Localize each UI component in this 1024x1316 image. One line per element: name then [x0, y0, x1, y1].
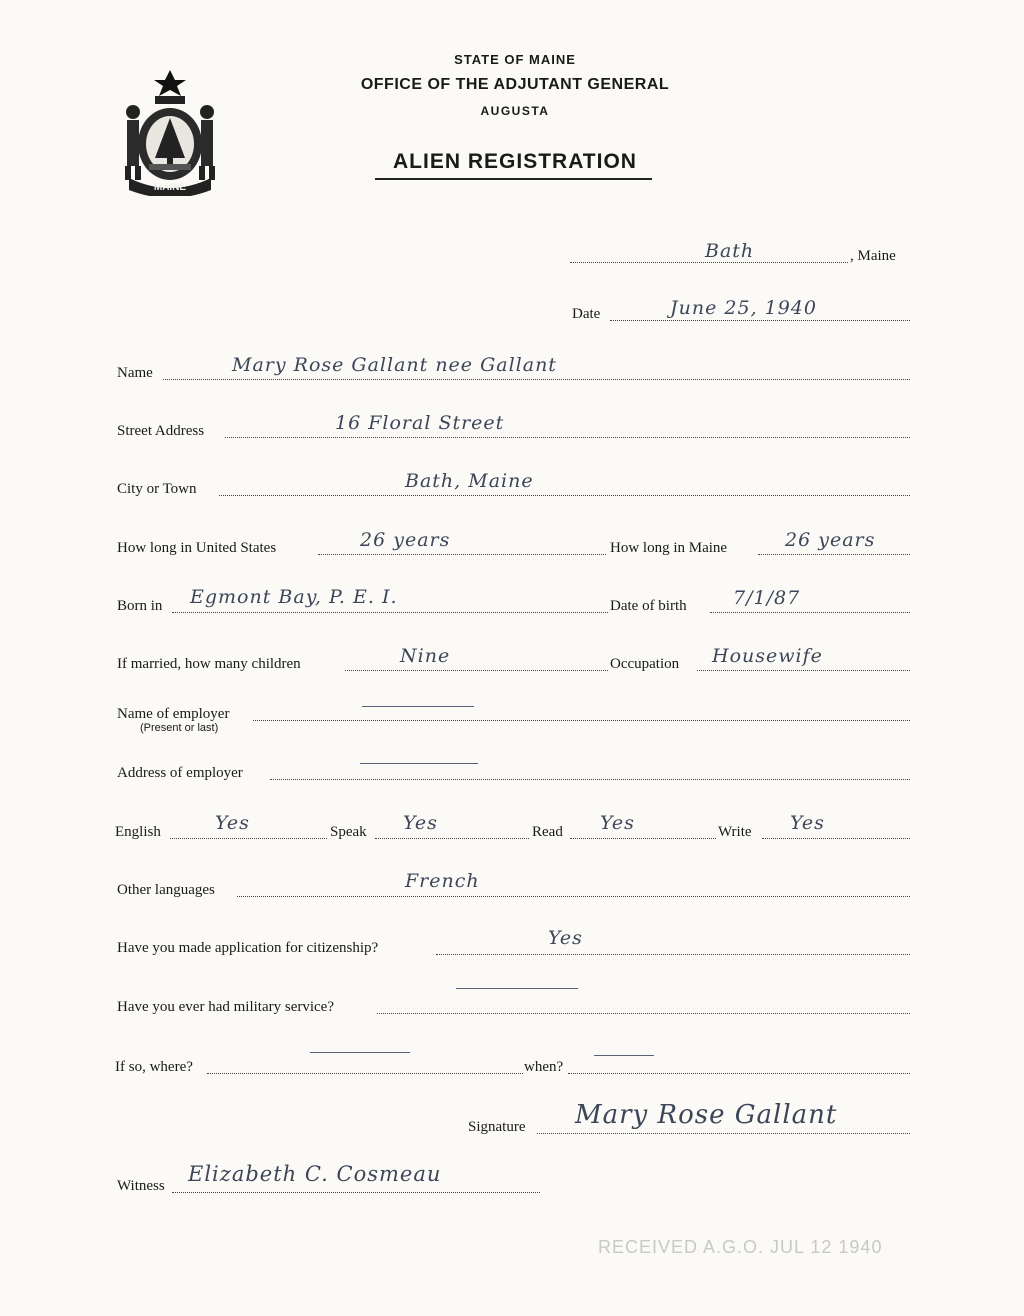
- employer-name-label: Name of employer: [117, 706, 230, 722]
- street-label: Street Address: [117, 423, 205, 439]
- occupation-label: Occupation: [610, 656, 680, 672]
- children-label: If married, how many children: [117, 656, 301, 672]
- date-value: June 25, 1940: [670, 297, 817, 319]
- children-line: [345, 670, 608, 671]
- write-value: Yes: [790, 812, 825, 834]
- born-in-label: Born in: [117, 598, 163, 614]
- state-seal: [115, 66, 225, 196]
- maine-duration-line: [758, 554, 910, 555]
- born-in-value: Egmont Bay, P. E. I.: [190, 586, 398, 608]
- witness-label: Witness: [117, 1178, 165, 1194]
- name-line: [163, 379, 910, 380]
- where-label: If so, where?: [115, 1059, 193, 1075]
- witness-value: Elizabeth C. Cosmeau: [188, 1162, 442, 1186]
- read-line: [570, 838, 716, 839]
- state-heading: STATE OF MAINE: [454, 52, 576, 67]
- write-line: [762, 838, 910, 839]
- dob-label: Date of birth: [610, 598, 687, 614]
- employer-address-dash: [360, 763, 478, 764]
- employer-address-line: [270, 779, 910, 780]
- english-line: [170, 838, 327, 839]
- where-line: [207, 1073, 523, 1074]
- other-languages-value: French: [405, 870, 480, 892]
- write-label: Write: [718, 824, 752, 840]
- signature-value: Mary Rose Gallant: [575, 1100, 838, 1130]
- form-title: ALIEN REGISTRATION: [393, 150, 637, 173]
- dob-value: 7/1/87: [733, 587, 801, 609]
- english-label: English: [115, 824, 161, 840]
- maine-duration-label: How long in Maine: [610, 540, 728, 556]
- date-label: Date: [572, 306, 601, 322]
- place-suffix: , Maine: [850, 248, 896, 264]
- place-line: [570, 262, 848, 263]
- occupation-value: Housewife: [712, 645, 823, 667]
- employer-name-dash: [362, 706, 474, 707]
- city-value: Bath, Maine: [405, 470, 534, 492]
- citizenship-value: Yes: [548, 927, 583, 949]
- military-line: [377, 1013, 910, 1014]
- read-label: Read: [532, 824, 563, 840]
- us-duration-label: How long in United States: [117, 540, 277, 556]
- read-value: Yes: [600, 812, 635, 834]
- other-languages-line: [237, 896, 910, 897]
- occupation-line: [697, 670, 910, 671]
- place-value: Bath: [705, 240, 755, 262]
- date-line: [610, 320, 910, 321]
- signature-line: [537, 1133, 910, 1134]
- when-label: when?: [524, 1059, 564, 1075]
- svg-text:MAINE: MAINE: [153, 182, 187, 193]
- children-value: Nine: [400, 645, 451, 667]
- employer-name-line: [253, 720, 910, 721]
- witness-line: [172, 1192, 540, 1193]
- city-heading: AUGUSTA: [480, 104, 550, 118]
- dob-line: [710, 612, 910, 613]
- title-underline: [375, 178, 652, 180]
- name-label: Name: [117, 365, 153, 381]
- speak-value: Yes: [403, 812, 438, 834]
- speak-line: [375, 838, 529, 839]
- military-label: Have you ever had military service?: [117, 999, 334, 1015]
- signature-label: Signature: [468, 1119, 526, 1135]
- citizenship-line: [436, 954, 910, 955]
- where-dash: [310, 1052, 410, 1053]
- city-line: [219, 495, 910, 496]
- received-stamp: RECEIVED A.G.O. JUL 12 1940: [598, 1237, 883, 1257]
- street-value: 16 Floral Street: [335, 412, 505, 434]
- born-in-line: [172, 612, 608, 613]
- english-value: Yes: [215, 812, 250, 834]
- us-duration-line: [318, 554, 606, 555]
- street-line: [225, 437, 910, 438]
- city-label: City or Town: [117, 481, 197, 497]
- military-dash: [456, 988, 578, 989]
- when-line: [568, 1073, 910, 1074]
- us-duration-value: 26 years: [360, 529, 451, 551]
- office-heading: OFFICE OF THE ADJUTANT GENERAL: [360, 76, 670, 93]
- when-dash: [594, 1055, 654, 1056]
- citizenship-label: Have you made application for citizenship?: [117, 940, 379, 956]
- speak-label: Speak: [330, 824, 367, 840]
- employer-name-sublabel: (Present or last): [140, 722, 219, 734]
- maine-duration-value: 26 years: [785, 529, 876, 551]
- employer-address-label: Address of employer: [117, 765, 243, 781]
- name-value: Mary Rose Gallant nee Gallant: [232, 354, 557, 376]
- other-languages-label: Other languages: [117, 882, 215, 898]
